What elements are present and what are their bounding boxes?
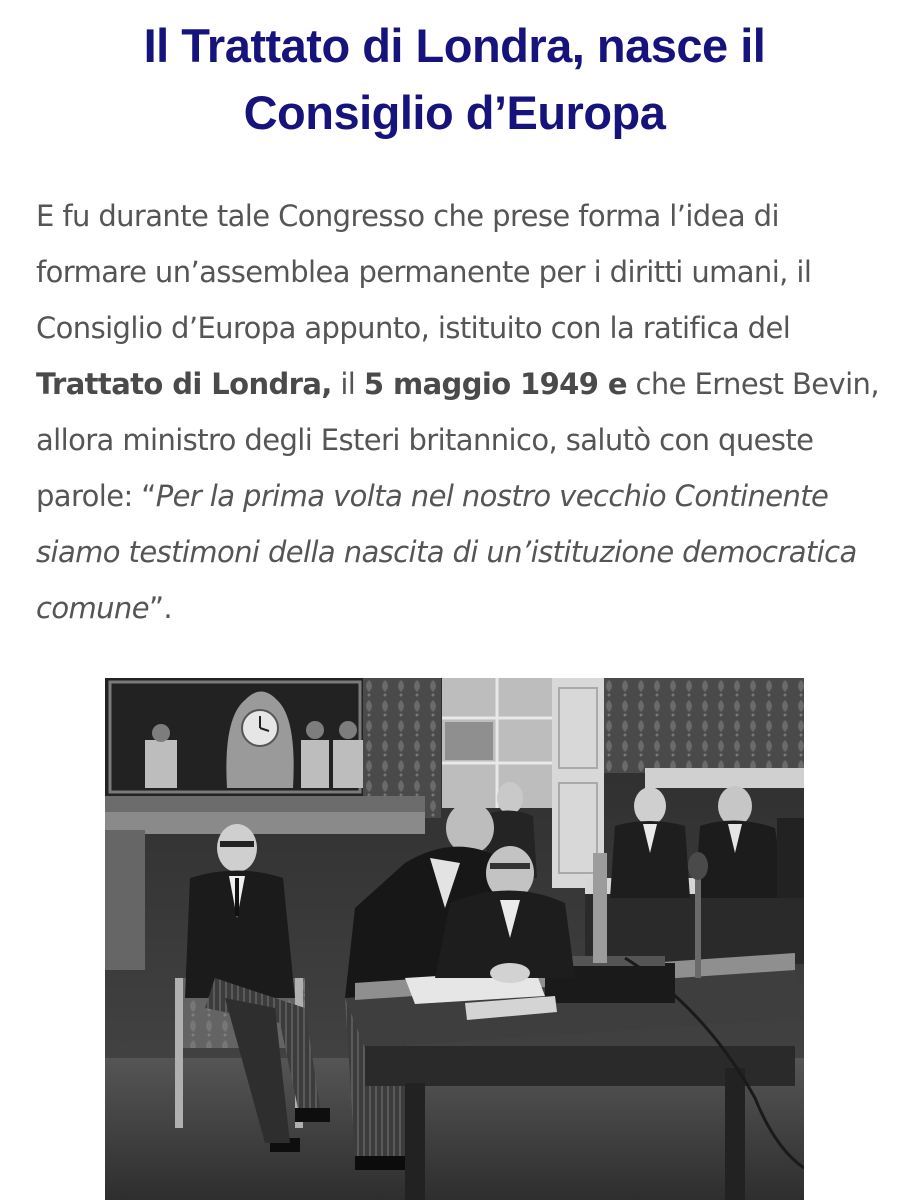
- paragraph-line-5: allora ministro degli Esteri britannico, salutò con queste: [36, 423, 814, 457]
- paragraph-line-1: E fu durante tale Congresso che prese forma l’idea di: [36, 199, 779, 233]
- paragraph-line-8: [36, 580, 876, 636]
- page-title: [40, 12, 869, 146]
- quote-italic: siamo testimoni della nascita di un’istituzione democratica: [36, 535, 857, 569]
- quote-italic: comune: [36, 591, 149, 625]
- paragraph-line-7: [36, 524, 876, 580]
- paragraph-line-6: [36, 468, 876, 524]
- paragraph-line-2: formare un’assemblea permanente per i diritti umani, il: [36, 255, 812, 289]
- date-bold: 5 maggio 1949 e: [363, 367, 627, 401]
- title-line-1: Il Trattato di Londra, nasce il: [143, 19, 766, 72]
- treaty-name-bold: Trattato di Londra,: [36, 367, 332, 401]
- paragraph-line-3: Consiglio d’Europa appunto, istituito con la ratifica del: [36, 311, 791, 345]
- text-segment: ”.: [148, 591, 172, 625]
- title-line-2: Consiglio d’Europa: [243, 86, 666, 139]
- quote-italic: Per la prima volta nel nostro vecchio Continente: [155, 479, 829, 513]
- text-segment: il: [331, 367, 364, 401]
- photo-illustration: [105, 678, 804, 1200]
- treaty-signing-photo: [105, 678, 804, 1200]
- text-segment: parole: “: [36, 479, 156, 513]
- article-paragraph: [36, 188, 879, 636]
- text-segment: che Ernest Bevin,: [626, 367, 879, 401]
- paragraph-line-4: [36, 356, 879, 412]
